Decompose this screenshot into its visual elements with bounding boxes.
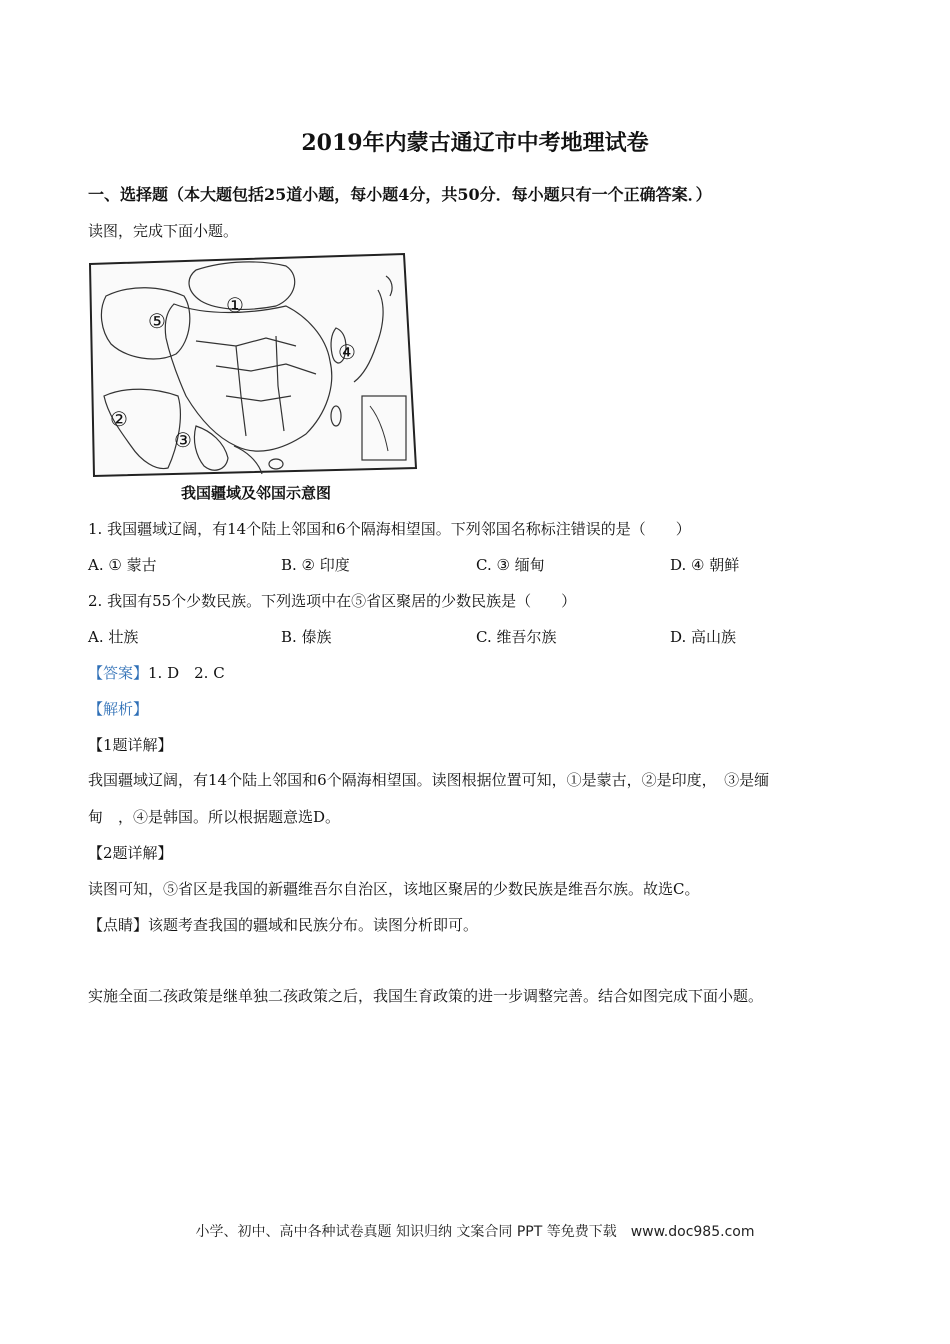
answer-label: 【答案】: [88, 664, 149, 682]
detail-2-label: 【2题详解】: [88, 844, 173, 862]
q2-option-a: A. 壮族: [88, 628, 139, 646]
q2-option-d: D. 高山族: [670, 628, 737, 646]
china-neighbors-map: [86, 246, 426, 508]
q1-option-d: D. ④ 朝鲜: [670, 556, 740, 574]
q2-option-c: C. 维吾尔族: [476, 628, 557, 646]
intro-text: 读图，完成下面小题。: [88, 222, 239, 240]
question-2-stem: 2. 我国有55个少数民族。下列选项中在⑤省区聚居的少数民族是（ ）: [88, 592, 577, 610]
q1-option-a: A. ① 蒙古: [88, 556, 157, 574]
map-figure: [86, 246, 426, 508]
question-1-stem: 1. 我国疆域辽阔，有14个陆上邻国和6个隔海相望国。下列邻国名称标注错误的是（ ）: [88, 520, 691, 538]
detail-1-line-1: 我国疆域辽阔，有14个陆上邻国和6个隔海相望国。读图根据位置可知，①是蒙古，②是印度， ③是缅: [88, 771, 770, 789]
q2-option-b: B. 傣族: [281, 628, 332, 646]
detail-2-line-1: 读图可知，⑤省区是我国的新疆维吾尔自治区，该地区聚居的少数民族是维吾尔族。故选C。: [88, 880, 700, 898]
q1-option-c: C. ③ 缅甸: [476, 556, 545, 574]
section-heading: 一、选择题（本大题包括25道小题，每小题4分，共50分．每小题只有一个正确答案．）: [88, 185, 712, 204]
map-mark-2: ②: [110, 407, 128, 431]
map-mark-3: ③: [174, 428, 192, 452]
analysis-label: 【解析】: [88, 700, 149, 718]
map-mark-5: ⑤: [148, 309, 166, 333]
comment-line: 【点睛】该题考查我国的疆域和民族分布。读图分析即可。: [88, 916, 479, 934]
detail-1-label: 【1题详解】: [88, 736, 173, 754]
answer-line: [88, 662, 225, 683]
map-caption: 我国疆域及邻国示意图: [180, 484, 332, 502]
page-title: 2019年内蒙古通辽市中考地理试卷: [301, 130, 649, 156]
map-mark-1: ①: [226, 293, 244, 317]
intro-text-2: 实施全面二孩政策是继单独二孩政策之后，我国生育政策的进一步调整完善。结合如图完成下面小题。: [88, 987, 764, 1005]
map-mark-4: ④: [338, 340, 356, 364]
detail-1-line-2: 甸 ，④是韩国。所以根据题意选D。: [88, 808, 341, 826]
q1-option-b: B. ② 印度: [281, 556, 350, 574]
page-footer: 小学、初中、高中各种试卷真题 知识归纳 文案合同 PPT 等免费下载 www.doc985.com: [195, 1224, 755, 1240]
answer-text: 1. D 2. C: [148, 664, 225, 682]
